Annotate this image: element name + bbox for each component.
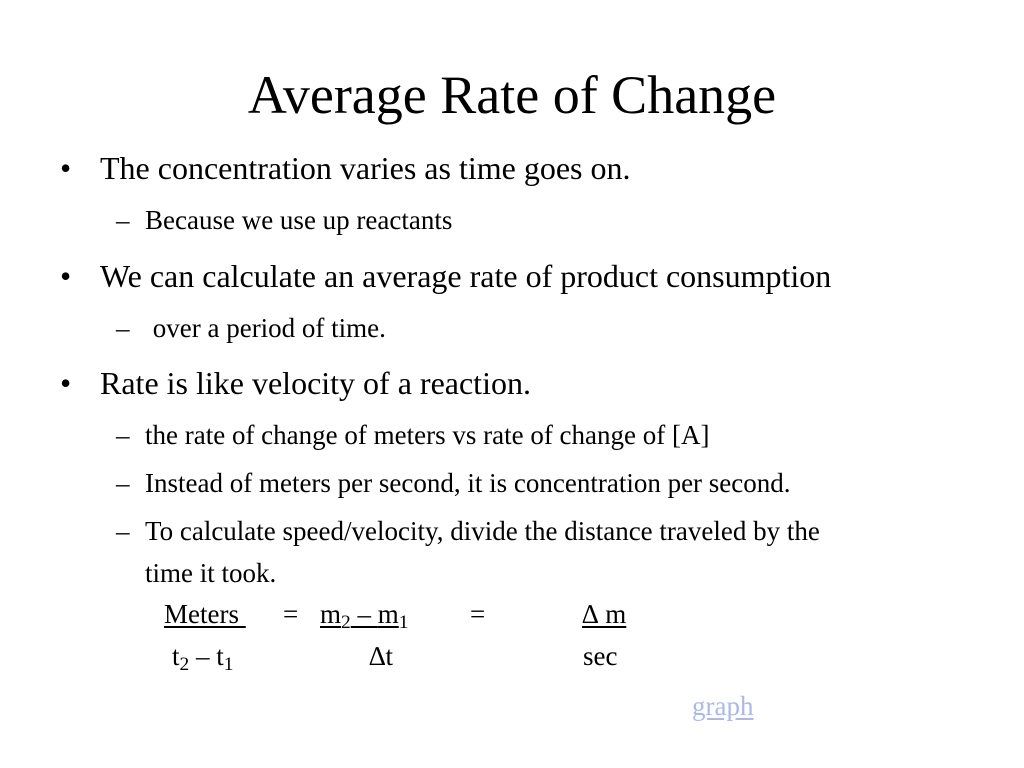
dash-icon: –	[116, 468, 130, 498]
formula-delta-t: ∆t	[369, 641, 394, 671]
bullet-2-text: We can calculate an average rate of product consumption	[100, 258, 832, 294]
slide-title: Average Rate of Change	[247, 65, 777, 125]
dash-icon: –	[116, 205, 130, 235]
sub-bullet-2a-text: over a period of time.	[146, 313, 386, 343]
formula-delta-m: ∆ m	[582, 599, 627, 629]
bullet-dot: •	[60, 258, 72, 294]
sub-bullet-3c-text: To calculate speed/velocity, divide the distance traveled by the	[145, 516, 820, 546]
formula-sec: sec	[583, 641, 618, 671]
formula-equals-1: =	[283, 599, 299, 629]
bullet-1-text: The concentration varies as time goes on.	[100, 150, 631, 186]
bullet-dot: •	[60, 150, 72, 186]
graph-link[interactable]: graph	[692, 691, 754, 721]
dash-icon: –	[116, 313, 130, 343]
formula-meters: Meters	[164, 599, 239, 629]
sub-bullet-3b-text: Instead of meters per second, it is concentration per second.	[145, 468, 791, 498]
dash-icon: –	[116, 420, 130, 450]
bullet-3-text: Rate is like velocity of a reaction.	[100, 365, 531, 401]
bullet-dot: •	[60, 365, 72, 401]
sub-bullet-3c-continued: time it took.	[145, 558, 277, 588]
sub-bullet-3a-text: the rate of change of meters vs rate of change of [A]	[145, 420, 710, 450]
sub-bullet-1a-text: Because we use up reactants	[145, 205, 453, 235]
formula-t-difference: $t_2 - t_1$	[172, 641, 234, 675]
formula-m-difference: $m_2 - m_1$	[320, 599, 409, 633]
formula-equals-2: =	[470, 599, 486, 629]
dash-icon: –	[116, 516, 130, 546]
